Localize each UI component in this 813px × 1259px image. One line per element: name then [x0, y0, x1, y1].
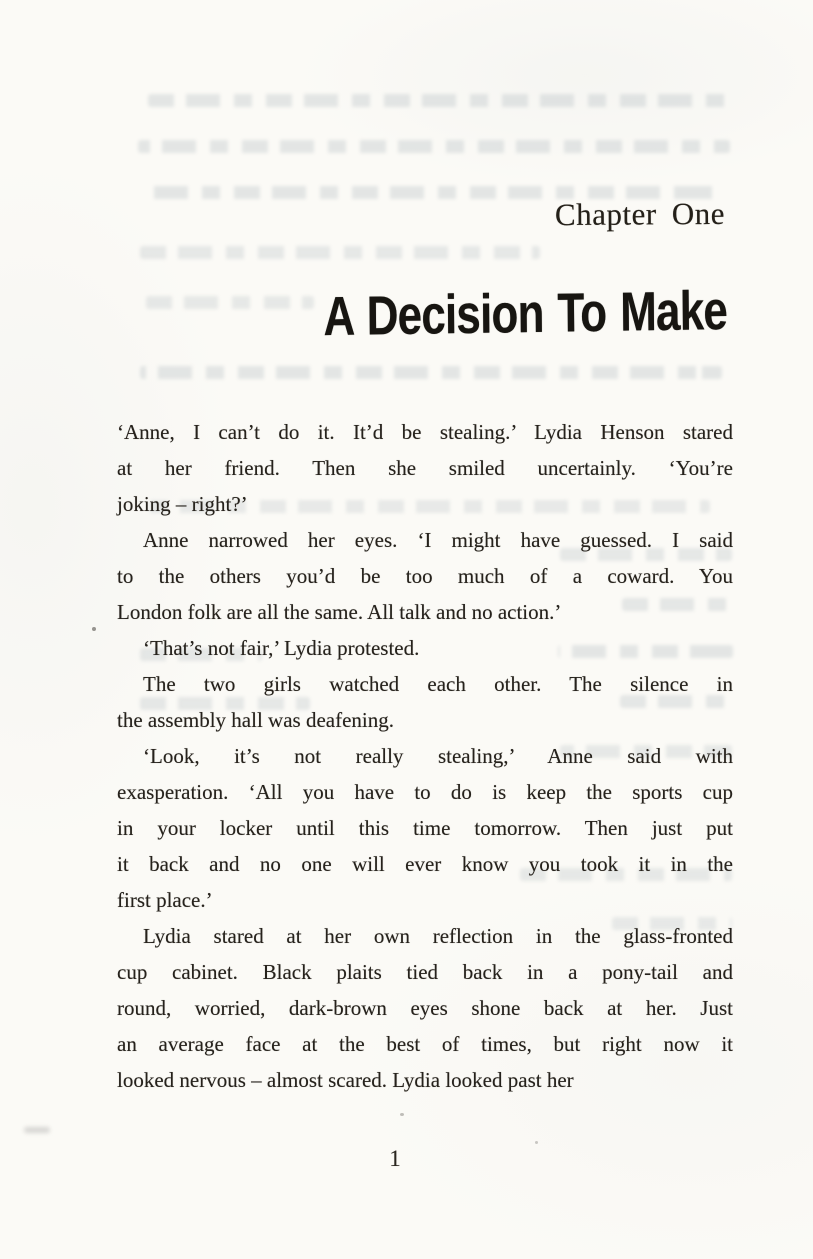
chapter-title: A Decision To Make	[323, 279, 728, 348]
chapter-heading: Chapter One	[554, 195, 726, 233]
bleed-through-line	[140, 246, 540, 259]
text-line: London folk are all the same. All talk and no action.’	[117, 600, 562, 624]
text-line: ‘That’s not fair,’ Lydia protested.	[143, 636, 420, 660]
text-line: round, worried, dark-brown eyes shone back at her. Just	[117, 996, 733, 1020]
text-line: in your locker until this time tomorrow. Then just put	[117, 816, 733, 840]
scan-speck	[400, 1113, 404, 1116]
text-line: ‘Anne, I can’t do it. It’d be stealing.’ Lydia Henson stared	[117, 420, 733, 444]
text-line: Anne narrowed her eyes. ‘I might have guessed. I said	[143, 528, 733, 552]
scan-speck	[92, 627, 96, 631]
text-line: joking – right?’	[117, 492, 248, 516]
text-line: an average face at the best of times, but right now it	[117, 1032, 733, 1056]
body-text	[117, 414, 733, 1098]
text-line: ‘Look, it’s not really stealing,’ Anne said with	[143, 744, 733, 768]
text-line: to the others you’d be too much of a coward. You	[117, 564, 733, 588]
text-line: the assembly hall was deafening.	[117, 708, 394, 732]
scan-smudge	[24, 1127, 50, 1133]
text-line: Lydia stared at her own reflection in the glass-fronted	[143, 924, 733, 948]
page-number: 1	[389, 1146, 401, 1171]
text-line: at her friend. Then she smiled uncertainly. ‘You’re	[117, 456, 733, 480]
bleed-through-line	[138, 140, 730, 153]
text-line: it back and no one will ever know you took it in the	[117, 852, 733, 876]
text-line: looked nervous – almost scared. Lydia looked past her	[117, 1068, 574, 1092]
bleed-through-line	[148, 94, 728, 107]
bleed-through-line	[140, 366, 722, 379]
text-line: cup cabinet. Black plaits tied back in a pony-tail and	[117, 960, 733, 984]
scan-speck	[535, 1141, 538, 1144]
text-line: exasperation. ‘All you have to do is keep the sports cup	[117, 780, 733, 804]
text-line: first place.’	[117, 888, 213, 912]
text-line: The two girls watched each other. The silence in	[143, 672, 733, 696]
